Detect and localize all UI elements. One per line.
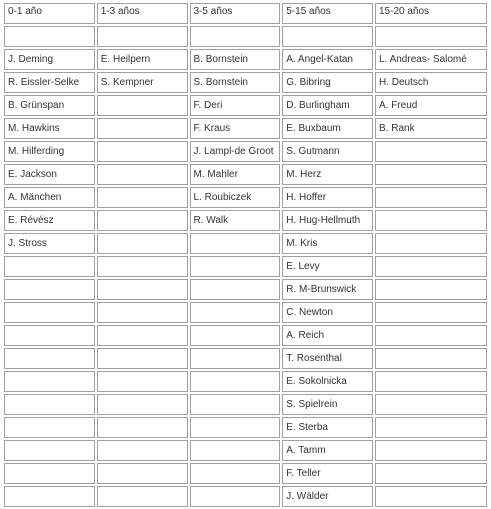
table-cell [97,394,188,415]
table-cell [375,302,487,323]
table-cell [190,325,281,346]
table-cell [190,279,281,300]
table-cell: A. Mänchen [4,187,95,208]
header-cell-0-1: 0-1 año [4,3,95,24]
age-group-table [2,1,489,509]
table-cell [190,233,281,254]
table-cell: H. Hoffer [282,187,373,208]
table-cell [375,486,487,507]
table-cell: F. Teller [282,463,373,484]
table-cell [190,348,281,369]
table-row [4,463,487,484]
table-cell [4,417,95,438]
table-row [4,118,487,139]
table-cell [375,210,487,231]
table-cell: B. Grünspan [4,95,95,116]
table-row [4,417,487,438]
table-cell [375,348,487,369]
table-cell: S. Gutmann [282,141,373,162]
table-cell [375,371,487,392]
table-cell [97,348,188,369]
table-row [4,256,487,277]
table-cell: A. Tamm [282,440,373,461]
table-cell [97,233,188,254]
table-row [4,279,487,300]
table-row [4,187,487,208]
table-cell: L. Andreas- Salomé [375,49,487,70]
table-cell [375,279,487,300]
table-cell: E. Heilpern [97,49,188,70]
table-cell [375,26,487,47]
table-cell [375,256,487,277]
table-cell [97,302,188,323]
table-cell [4,302,95,323]
table-cell [375,463,487,484]
table-cell: B. Bornstein [190,49,281,70]
table-cell: A. Freud [375,95,487,116]
table-cell [97,463,188,484]
table-cell [4,348,95,369]
table-row [4,325,487,346]
table-cell: E. Sterba [282,417,373,438]
table-cell [97,26,188,47]
table-cell [4,325,95,346]
table-cell: E. Révész [4,210,95,231]
table-row [4,440,487,461]
header-cell-15-20: 15-20 años [375,3,487,24]
table-cell [97,325,188,346]
table-cell: J. Deming [4,49,95,70]
table-cell: R. M-Brunswick [282,279,373,300]
table-row [4,302,487,323]
table-cell: M. Hawkins [4,118,95,139]
table-row [4,164,487,185]
table-cell: F. Deri [190,95,281,116]
table-cell [97,164,188,185]
table-cell: F. Kraus [190,118,281,139]
header-cell-5-15: 5-15 años [282,3,373,24]
table-body [4,3,487,507]
table-cell: S. Bornstein [190,72,281,93]
table-cell: A. Reich [282,325,373,346]
table-cell: R. Walk [190,210,281,231]
table-cell: E. Levy [282,256,373,277]
table-cell: D. Burlingham [282,95,373,116]
table-cell [190,417,281,438]
table-cell: S. Spielrein [282,394,373,415]
table-row [4,210,487,231]
table-cell: J. Lampl-de Groot [190,141,281,162]
table-cell [190,440,281,461]
table-row [4,95,487,116]
table-cell [4,394,95,415]
table-cell: E. Sokolnicka [282,371,373,392]
table-cell [97,440,188,461]
table-row [4,486,487,507]
table-cell [375,141,487,162]
table-cell [97,417,188,438]
table-row [4,141,487,162]
table-cell: B. Rank [375,118,487,139]
header-row [4,3,487,24]
table-cell [97,95,188,116]
table-cell [375,164,487,185]
table-cell: M. Herz [282,164,373,185]
table-cell [282,26,373,47]
table-cell: T. Rosenthal [282,348,373,369]
blank-row [4,26,487,47]
table-cell [4,279,95,300]
table-row [4,233,487,254]
table-cell [375,233,487,254]
table-row [4,394,487,415]
table-cell: J. Wälder [282,486,373,507]
header-cell-1-3: 1-3 años [97,3,188,24]
table-cell: R. Eissler-Selke [4,72,95,93]
table-cell: E. Buxbaum [282,118,373,139]
table-cell [97,371,188,392]
table-cell: M. Mahler [190,164,281,185]
table-cell: M. Hilferding [4,141,95,162]
table-cell [97,486,188,507]
table-cell [190,302,281,323]
table-cell [190,394,281,415]
table-cell: H. Deutsch [375,72,487,93]
table-cell [190,26,281,47]
table-cell [190,486,281,507]
table-cell [190,371,281,392]
table-cell [4,26,95,47]
table-cell [4,371,95,392]
table-cell: E. Jackson [4,164,95,185]
table-cell [97,279,188,300]
table-cell [190,256,281,277]
table-cell [375,440,487,461]
table-cell: M. Kris [282,233,373,254]
table-cell: A. Angel-Katan [282,49,373,70]
table-row [4,371,487,392]
table-cell [375,394,487,415]
table-cell [97,256,188,277]
table-cell [4,463,95,484]
table-cell: S. Kempner [97,72,188,93]
header-cell-3-5: 3-5 años [190,3,281,24]
table-cell [375,325,487,346]
table-cell [4,486,95,507]
table-cell [97,187,188,208]
table-row [4,72,487,93]
table-cell [190,463,281,484]
table-cell: G. Bibring [282,72,373,93]
table-row [4,49,487,70]
table-cell [97,210,188,231]
table-cell [375,417,487,438]
table-cell [97,118,188,139]
table-cell: L. Roubiczek [190,187,281,208]
table-cell: C. Newton [282,302,373,323]
table-cell [4,256,95,277]
table-cell [97,141,188,162]
table-cell [375,187,487,208]
table-cell [4,440,95,461]
table-cell: H. Hug-Hellmuth [282,210,373,231]
table-cell: J. Stross [4,233,95,254]
table-row [4,348,487,369]
